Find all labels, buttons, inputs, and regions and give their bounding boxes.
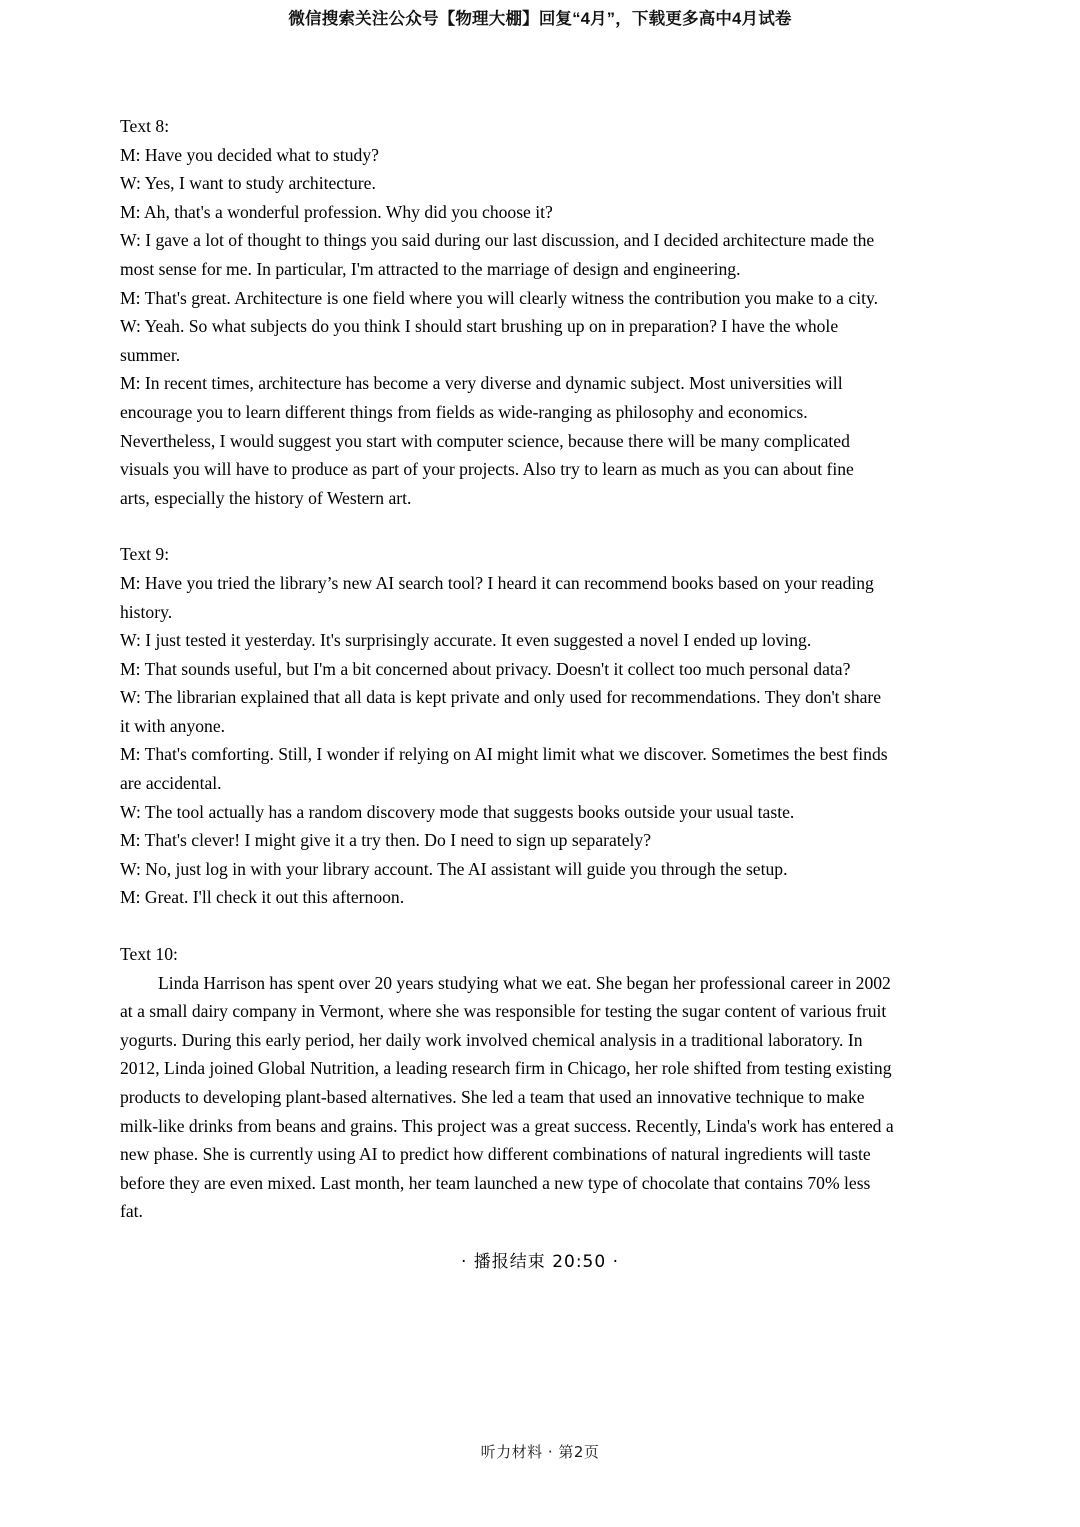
dialogue-line: W: Yeah. So what subjects do you think I should start brushing up on in preparation? I have the whole xyxy=(120,316,839,337)
dialogue-line: M: That's comforting. Still, I wonder if relying on AI might limit what we discover. Sometimes the best finds xyxy=(120,744,888,765)
page-content xyxy=(120,112,960,1226)
dialogue-line: M: In recent times, architecture has become a very diverse and dynamic subject. Most universities will xyxy=(120,373,843,394)
script-block xyxy=(120,540,960,912)
dialogue-line: M: Have you tried the library’s new AI search tool? I heard it can recommend books based on your reading xyxy=(120,572,874,593)
promo-header-text: 微信搜索关注公众号【物理大棚】回复“4月”，下载更多高中4月试卷 xyxy=(288,10,792,28)
monologue-line-continuation: 2012, Linda joined Global Nutrition, a leading research firm in Chicago, her role shifted from testing existing xyxy=(120,1058,892,1079)
script-block xyxy=(120,940,960,1226)
broadcast-end-marker: · 播报结束 20:50 · xyxy=(460,1252,619,1272)
dialogue-line-continuation: summer. xyxy=(120,344,181,365)
dialogue-line: M: That's great. Architecture is one field where you will clearly witness the contribution you make to a city. xyxy=(120,287,879,308)
script-block-label: Text 9: xyxy=(120,544,170,565)
dialogue-line-continuation: history. xyxy=(120,601,173,622)
monologue-line-continuation: products to developing plant-based alternatives. She led a team that used an innovative technique to make xyxy=(120,1087,865,1107)
dialogue-line: W: I gave a lot of thought to things you said during our last discussion, and I decided architecture made the xyxy=(120,230,875,251)
dialogue-line-continuation: arts, especially the history of Western art. xyxy=(120,487,412,508)
dialogue-line: W: I just tested it yesterday. It's surprisingly accurate. It even suggested a novel I ended up loving. xyxy=(120,630,812,651)
dialogue-line-continuation: visuals you will have to produce as part of your projects. Also try to learn as much as you can about fine xyxy=(120,459,854,480)
dialogue-line: W: Yes, I want to study architecture. xyxy=(120,173,376,194)
dialogue-line-continuation: Nevertheless, I would suggest you start with computer science, because there will be many complicated xyxy=(120,430,850,451)
script-block-label: Text 8: xyxy=(120,116,170,136)
dialogue-line: M: That's clever! I might give it a try then. Do I need to sign up separately? xyxy=(120,830,651,851)
promo-header-banner xyxy=(0,0,1080,34)
monologue-paragraph: Linda Harrison has spent over 20 years studying what we eat. She began her professional career in 2002 xyxy=(158,972,891,993)
monologue-line-continuation: yogurts. During this early period, her daily work involved chemical analysis in a traditional laboratory. In xyxy=(120,1029,863,1050)
script-block-label: Text 10: xyxy=(120,944,178,965)
dialogue-line: M: Ah, that's a wonderful profession. Why did you choose it? xyxy=(120,201,553,222)
dialogue-line-continuation: most sense for me. In particular, I'm attracted to the marriage of design and engineering. xyxy=(120,258,741,279)
script-block xyxy=(120,112,960,512)
dialogue-line: W: The tool actually has a random discovery mode that suggests books outside your usual taste. xyxy=(120,801,795,822)
script-blocks-container xyxy=(120,112,960,1226)
page-footer: 听力材料 · 第2页 xyxy=(480,1443,600,1461)
dialogue-line: W: No, just log in with your library account. The AI assistant will guide you through the setup. xyxy=(120,858,788,879)
dialogue-line: M: Great. I'll check it out this afternoon. xyxy=(120,887,405,908)
dialogue-line-continuation: encourage you to learn different things from fields as wide-ranging as philosophy and economics. xyxy=(120,401,808,422)
monologue-line-continuation: at a small dairy company in Vermont, where she was responsible for testing the sugar content of various fruit xyxy=(120,1001,887,1022)
monologue-line-continuation: milk-like drinks from beans and grains. This project was a great success. Recently, Linda's work has entered a xyxy=(120,1115,894,1136)
monologue-line-continuation: new phase. She is currently using AI to predict how different combinations of natural ingredients will taste xyxy=(120,1144,871,1165)
dialogue-line-continuation: are accidental. xyxy=(120,773,222,794)
monologue-line-continuation: fat. xyxy=(120,1201,143,1222)
dialogue-line-continuation: it with anyone. xyxy=(120,715,226,736)
dialogue-line: M: Have you decided what to study? xyxy=(120,144,379,165)
dialogue-line: W: The librarian explained that all data is kept private and only used for recommendations. They don't share xyxy=(120,687,882,708)
monologue-line-continuation: before they are even mixed. Last month, her team launched a new type of chocolate that contains 70% less xyxy=(120,1172,871,1193)
dialogue-line: M: That sounds useful, but I'm a bit concerned about privacy. Doesn't it collect too much personal data? xyxy=(120,658,851,679)
